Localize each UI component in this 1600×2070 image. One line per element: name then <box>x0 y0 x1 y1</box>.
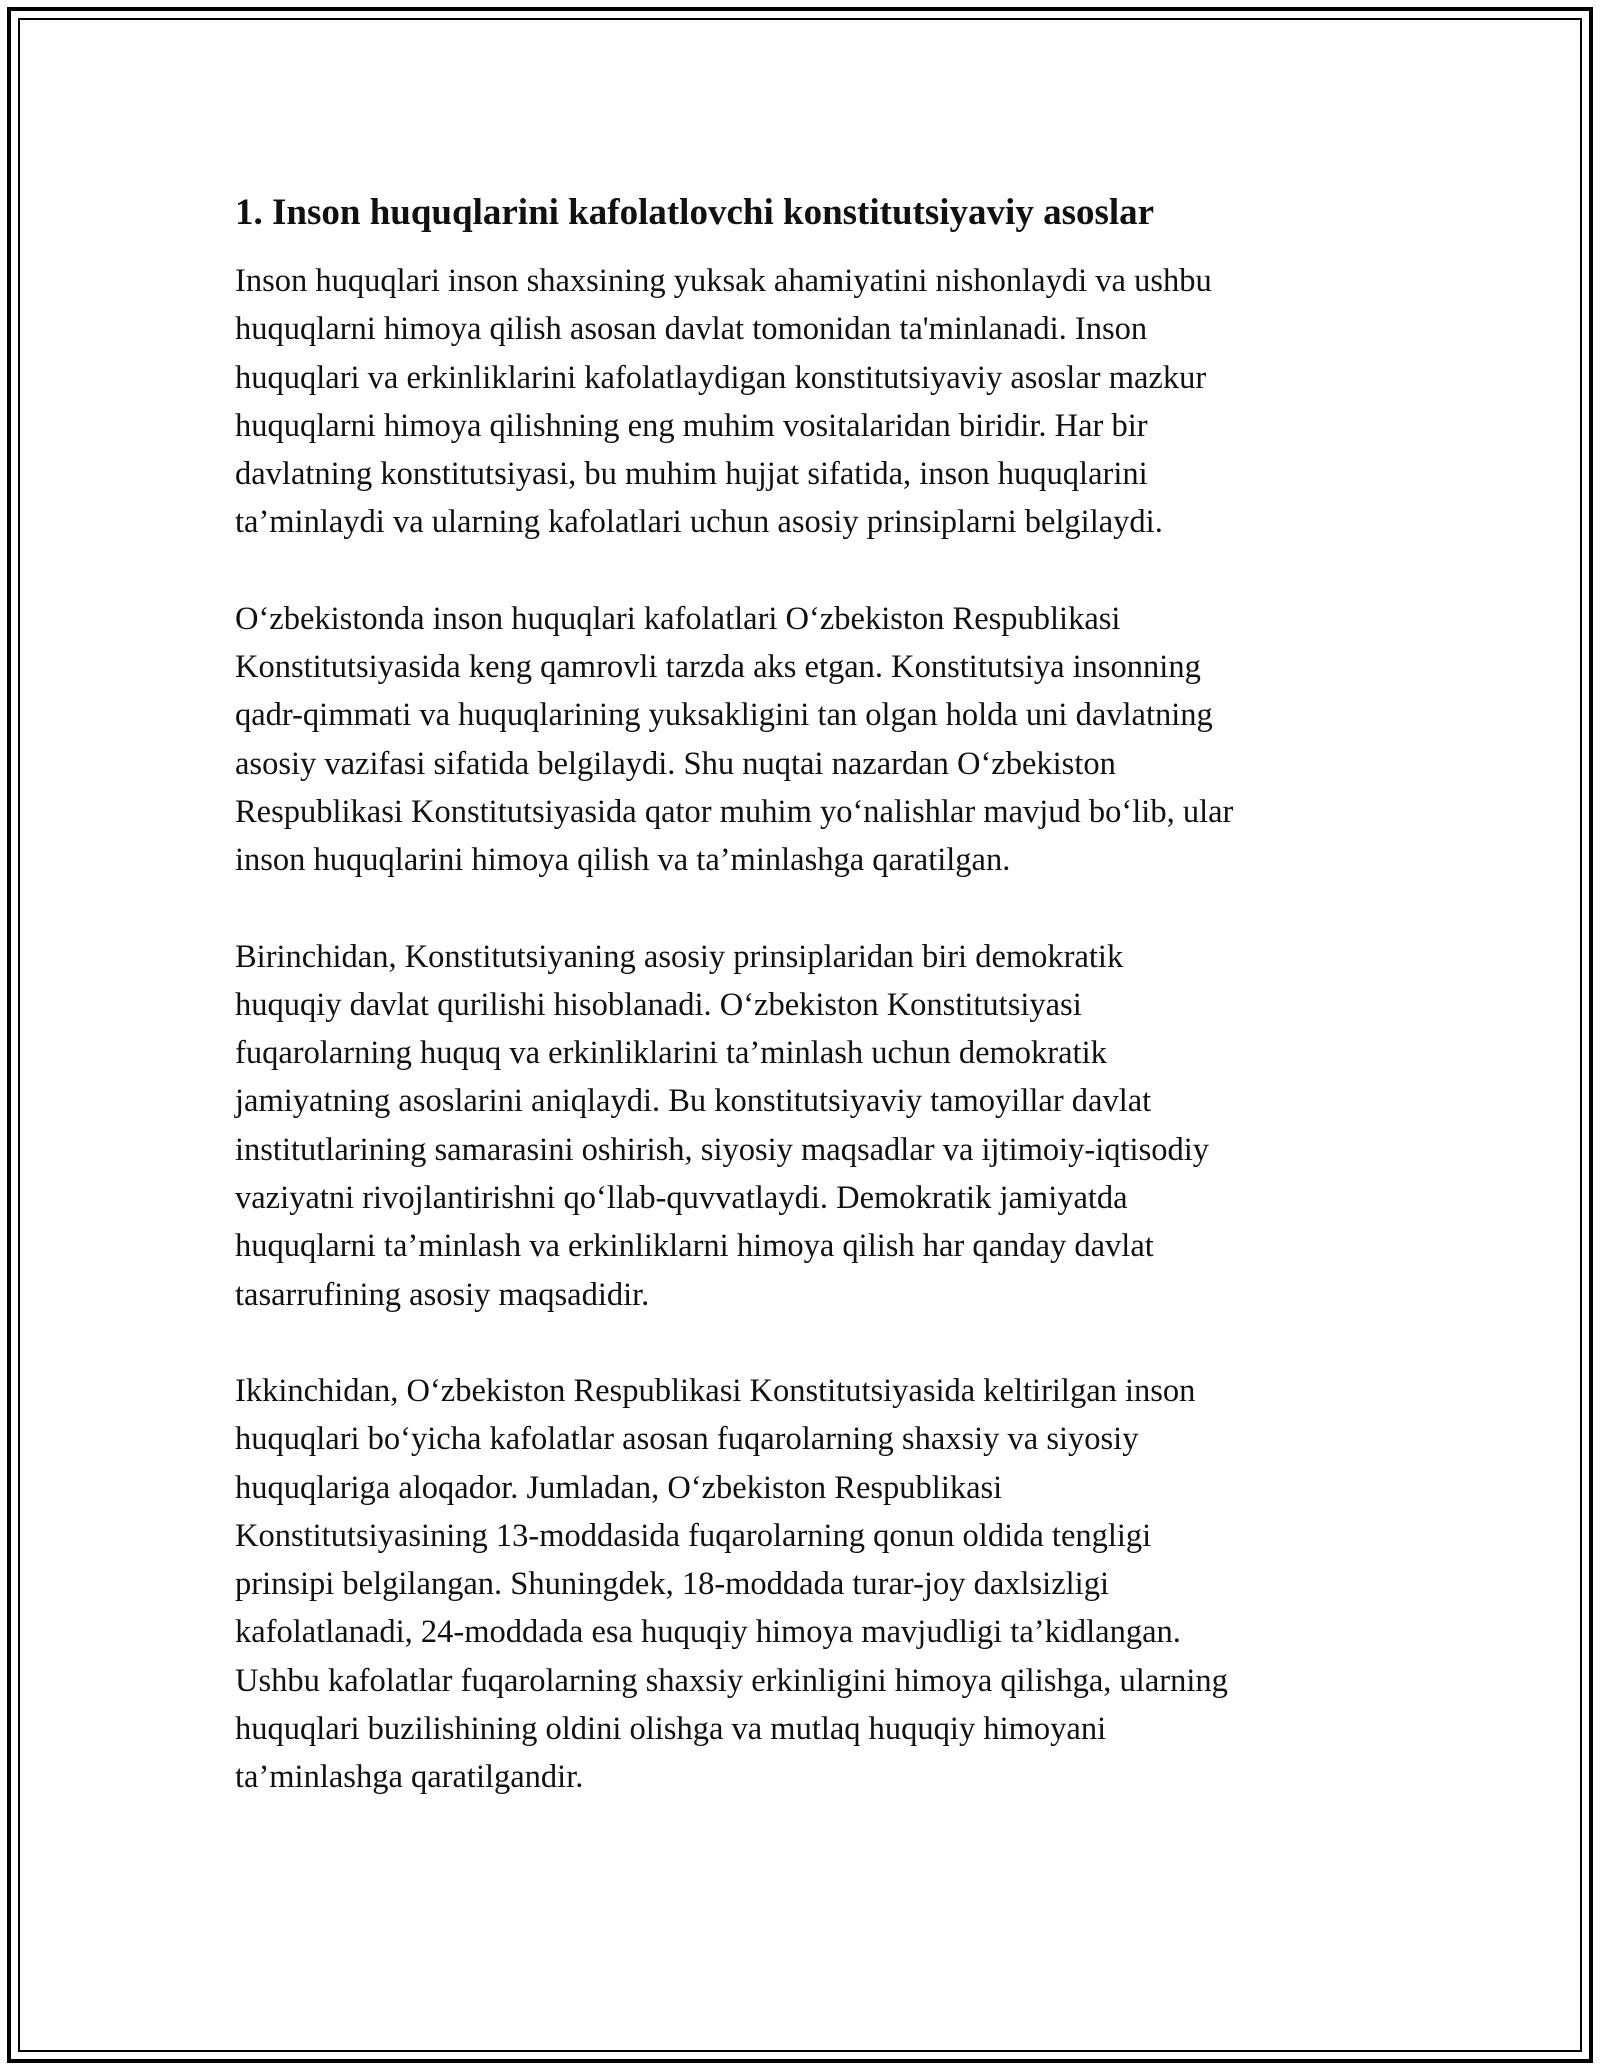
paragraph-uzbekistan-guarantees: O‘zbekistonda inson huquqlari kafolatlari O‘zbekiston Respublikasi Konstitutsiyasida keng qamrovli tarzda aks etgan. Konstitutsiya insonning qadr-qimmati va huquqlarining yuksakligini tan olgan holda uni davlatning asosiy vazifasi sifatida belgilaydi. Shu nuqtai nazardan O‘zbekiston Respublikasi Konstitutsiyasida qator muhim yo‘nalishlar mavjud bo‘lib, ular inson huquqlarini himoya qilish va ta’minlashga qaratilgan. <box>235 600 1234 879</box>
section-heading: 1. Inson huquqlarini kafolatlovchi konstitutsiyaviy asoslar <box>235 192 1155 233</box>
paragraph-second-principle: Ikkinchidan, O‘zbekiston Respublikasi Konstitutsiyasida keltirilgan inson huquqlari bo‘yicha kafolatlar asosan fuqarolarning shaxsiy va siyosiy huquqlariga aloqador. Jumladan, O‘zbekiston Respublikasi Konstitutsiyasining 13-moddasida fuqarolarning qonun oldida tengligi prinsipi belgilangan. Shuningdek, 18-moddada turar-joy daxlsizligi kafolatlanadi, 24-moddada esa huquqiy himoya mavjudligi ta’kidlangan. Ushbu kafolatlar fuqarolarning shaxsiy erkinligini himoya qilishga, ularning huquqlari buzilishining oldini olishga va mutlaq huquqiy himoyani ta’minlashga qaratilgandir. <box>235 1372 1228 1796</box>
document-body <box>235 185 1395 1850</box>
paragraph-intro: Inson huquqlari inson shaxsining yuksak ahamiyatini nishonlaydi va ushbu huquqlarni himoya qilish asosan davlat tomonidan ta'minlanadi. Inson huquqlari va erkinliklarini kafolatlaydigan konstitutsiyaviy asoslar mazkur huquqlarni himoya qilishning eng muhim vositalaridan biridir. Har bir davlatning konstitutsiyasi, bu muhim hujjat sifatida, inson huquqlarini ta’minlaydi va ularning kafolatlari uchun asosiy prinsiplarni belgilaydi. <box>235 263 1212 541</box>
paragraph-first-principle: Birinchidan, Konstitutsiyaning asosiy prinsiplaridan biri demokratik huquqiy davlat qurilishi hisoblanadi. O‘zbekiston Konstitutsiyasi fuqarolarning huquq va erkinliklarini ta’minlash uchun demokratik jamiyatning asoslarini aniqlaydi. Bu konstitutsiyaviy tamoyillar davlat institutlarining samarasini oshirish, siyosiy maqsadlar va ijtimoiy-iqtisodiy vaziyatni rivojlantirishni qo‘llab-quvvatlaydi. Demokratik jamiyatda huquqlarni ta’minlash va erkinliklarni himoya qilish har qanday davlat tasarrufining asosiy maqsadidir. <box>235 938 1210 1313</box>
